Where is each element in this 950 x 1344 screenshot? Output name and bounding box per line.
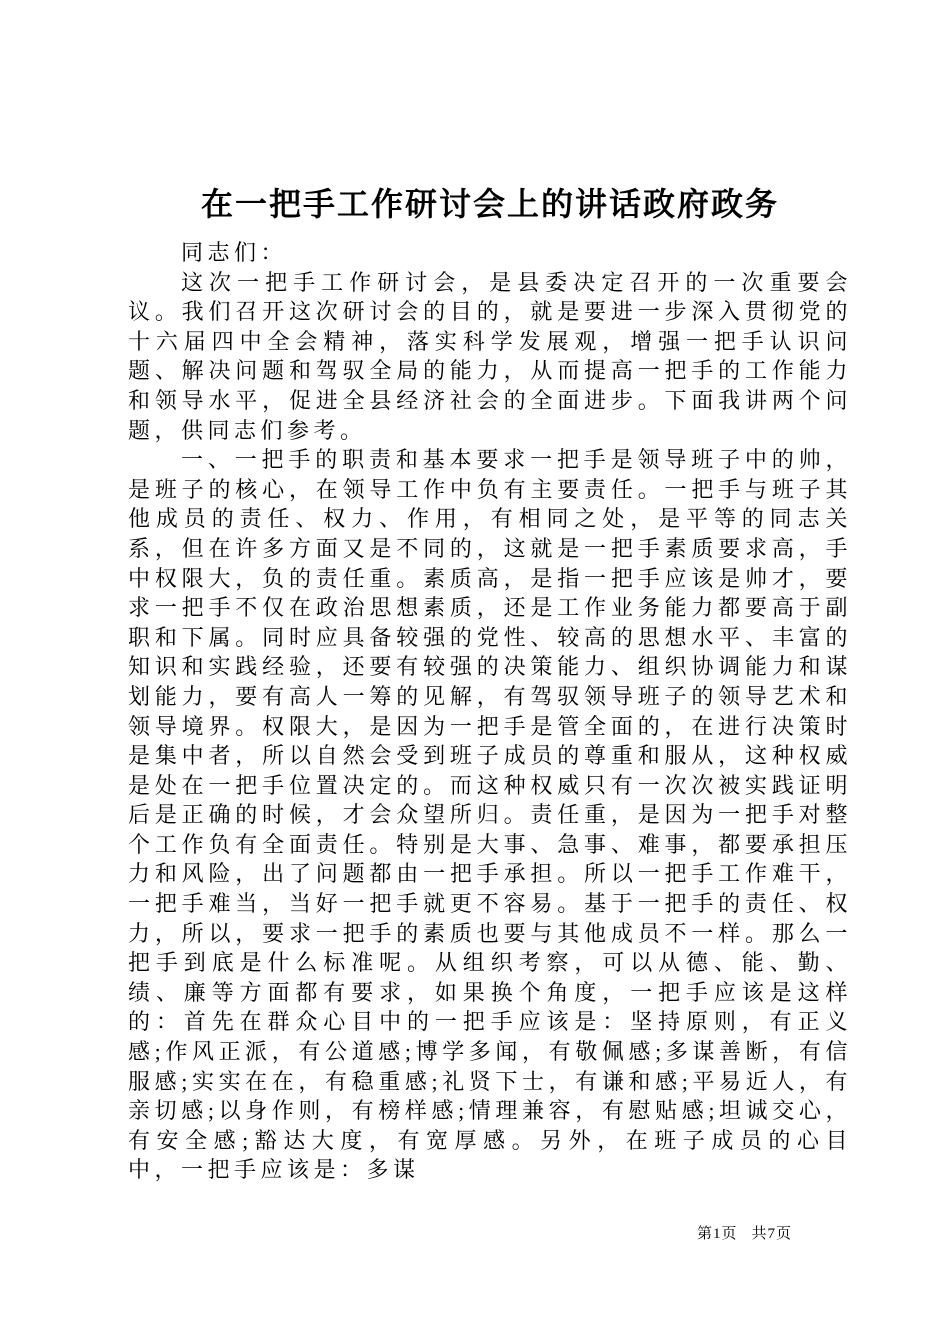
document-title: 在一把手工作研讨会上的讲话政府政务 — [200, 186, 779, 222]
paragraph-body: 一、一把手的职责和基本要求一把手是领导班子中的帅，是班子的核心，在领导工作中负有主要责任。一把手与班子其他成员的责任、权力、作用，有相同之处，是平等的同志关系，但在许多方面又是不同的，这就是一把手素质要求高，手中权限大，负的责任重。素质高，是指一把手应该是帅才，要求一把手不仅在政治思想素质，还是工作业务能力都要高于副职和下属。同时应具备较强的党性、较高的思想水平、丰富的知识和实践经验，还要有较强的决策能力、组织协调能力和谋划能力，要有高人一筹的见解，有驾驭领导班子的领导艺术和领导境界。权限大，是因为一把手是管全面的，在进行决策时是集中者，所以自然会受到班子成员的尊重和服从，这种权威是处在一把手位置决定的。而这种权威只有一次次被实践证明后是正确的时候，才会众望所归。责任重，是因为一把手对整个工作负有全面责任。特别是大事、急事、难事，都要承担压力和风险，出了问题都由一把手承担。所以一把手工作难干，一把手难当，当好一把手就更不容易。基于一把手的责任、权力，所以，要求一把手的素质也要与其他成员不一样。那么一把手到底是什么标准呢。从组织考察，可以从德、能、勤、绩、廉等方面都有要求，如果换个角度，一把手应该是这样的：首先在群众心目中的一把手应该是：坚持原则，有正义感;作风正派，有公道感;博学多闻，有敬佩感;多谋善断，有信服感;实实在在，有稳重感;礼贤下士，有谦和感;平易近人，有亲切感;以身作则，有榜样感;情理兼容，有慰贴感;坦诚交心，有安全感;豁达大度，有宽厚感。另外，在班子成员的心目中，一把手应该是：多谋 — [128, 447, 852, 1183]
page-footer — [697, 1222, 792, 1243]
paragraph-intro: 这次一把手工作研讨会，是县委决定召开的一次重要会议。我们召开这次研讨会的目的，就是要进一步深入贯彻党的十六届四中全会精神，落实科学发展观，增强一把手认识问题、解决问题和驾驭全局的能力，从而提高一把手的工作能力和领导水平，促进全县经济社会的全面进步。下面我讲两个问题，供同志们参考。 — [128, 269, 852, 443]
page-number-label: 第1页 — [696, 1226, 738, 1242]
page-total-label: 共7页 — [751, 1226, 792, 1242]
paragraph-salutation: 同志们： — [181, 240, 288, 265]
